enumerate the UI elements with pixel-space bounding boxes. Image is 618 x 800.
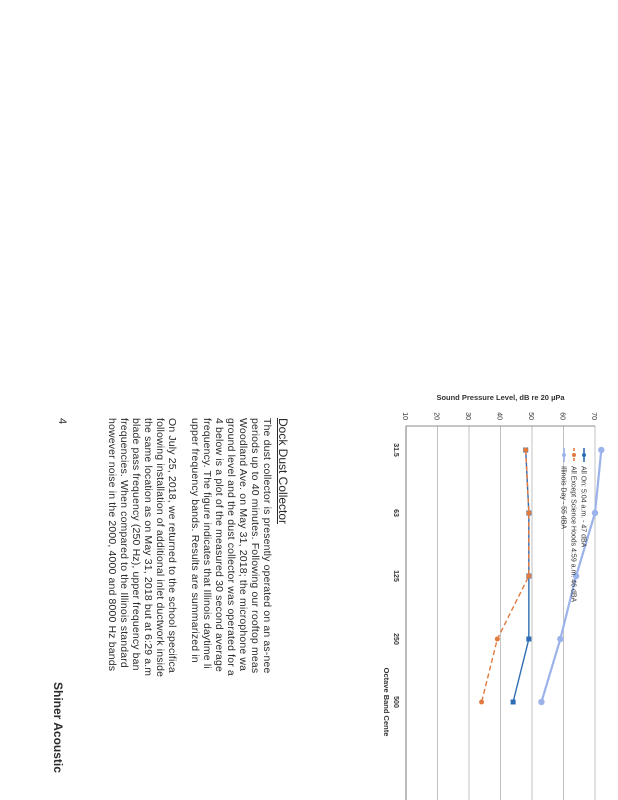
legend-marker — [562, 453, 566, 457]
paragraph-line: periods up to 40 minutes. Following our rooftop meas — [249, 418, 261, 674]
octave-band-chart — [382, 380, 618, 800]
footer-brand: Shiner Acoustic — [51, 682, 65, 773]
legend-label: Illinois Day - 55 dBA — [559, 466, 567, 530]
data-point — [557, 636, 563, 642]
data-point — [538, 699, 544, 705]
paragraph-line: On July 25, 2018, we returned to the school specifica — [166, 418, 178, 673]
paragraph-line: blade pass frequency (250 Hz), upper frequency ban — [130, 418, 142, 671]
y-tick-label: 70 — [590, 412, 597, 420]
paragraph-line: ground level and the dust collector was operated for a — [225, 418, 237, 676]
y-tick-label: 10 — [401, 412, 408, 420]
data-point — [511, 700, 516, 705]
data-point — [526, 574, 531, 579]
paragraph-line: however noise in the 2000, 4000 and 8000 Hz bands — [106, 418, 118, 672]
x-tick-label: 250 — [392, 633, 399, 645]
y-tick-label: 40 — [495, 412, 503, 420]
y-tick-label: 20 — [432, 412, 440, 420]
legend-label: All Except Science Hoods 4:59 a.m. 46 dBA — [569, 466, 577, 603]
data-point — [479, 700, 484, 705]
x-tick-label: 125 — [392, 570, 399, 582]
paragraph-line: frequency. The figure indicates that Illinois daytime li — [201, 418, 213, 669]
data-point — [526, 511, 531, 516]
series-line — [482, 450, 529, 702]
paragraph-line: Woodland Ave. on May 31, 2018; the microphone wa — [237, 418, 249, 672]
legend-marker — [572, 453, 576, 457]
paragraph-line: the same location as on May 31, 2018 but at 6:29 a.m — [142, 418, 154, 677]
paragraph-line: following installation of additional inlet ductwork inside — [154, 418, 166, 678]
paragraph-line: frequencies. When compared to the Illinois standard — [118, 418, 130, 668]
y-tick-label: 50 — [527, 412, 534, 420]
section-heading: Dock Dust Collector — [276, 418, 290, 525]
paragraph-line: 4 below is a plot of the measured 30 second average — [213, 418, 225, 672]
legend-marker — [582, 453, 586, 457]
data-point — [523, 448, 528, 453]
data-point — [526, 637, 531, 642]
y-tick-label: 60 — [558, 412, 566, 420]
data-point — [495, 637, 500, 642]
x-tick-label: 31.5 — [392, 443, 399, 457]
legend-label: All On: 5:04 a.m. - 47 dBA — [579, 466, 587, 548]
paragraph-line: upper frequency bands. Results are summarized in — [189, 418, 201, 663]
y-tick-label: 30 — [464, 412, 471, 420]
x-axis-label: Octave Band Cente — [382, 667, 391, 737]
page-number: 4 — [56, 418, 68, 425]
y-axis-label: Sound Pressure Level, dB re 20 µPa — [436, 393, 565, 402]
x-tick-label: 63 — [392, 509, 399, 517]
paragraph-line: The dust collector is presently operated on an as-nee — [261, 418, 273, 674]
data-point — [598, 447, 604, 453]
x-tick-label: 500 — [392, 696, 399, 708]
data-point — [592, 510, 598, 516]
